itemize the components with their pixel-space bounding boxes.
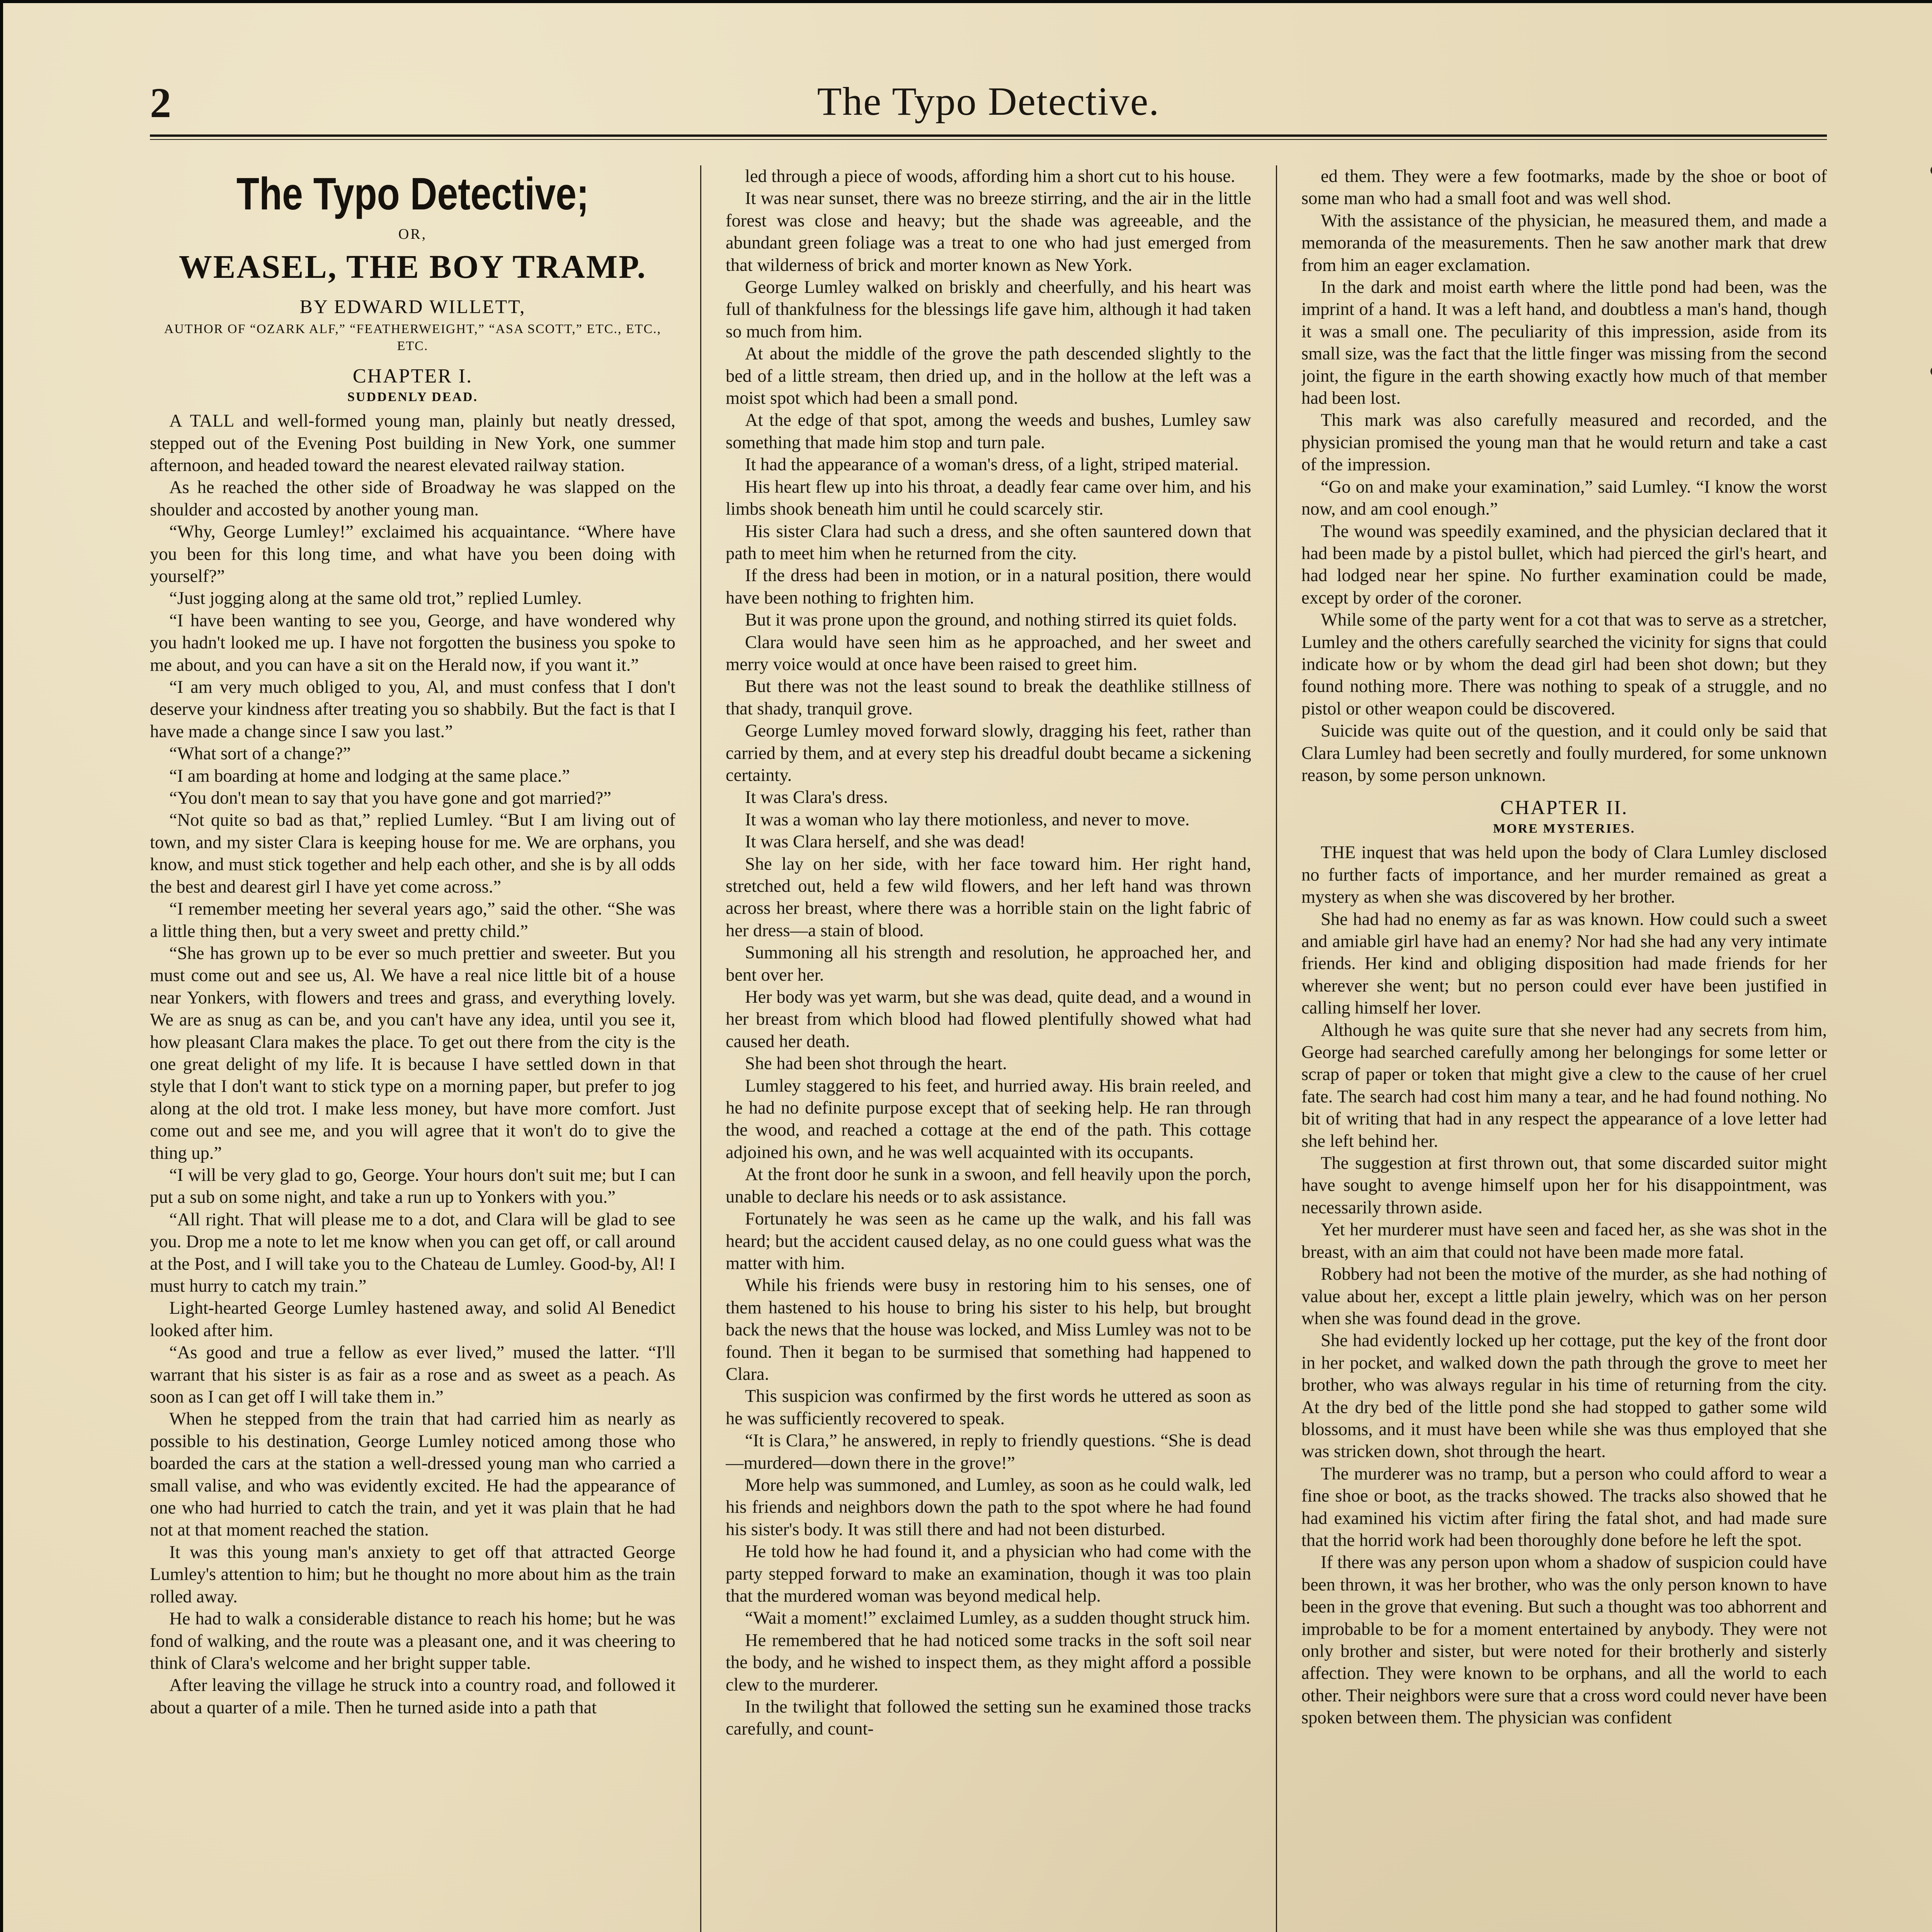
paragraph: “As good and true a fellow as ever lived,” mused the latter. “I'll warrant that his sister is as fair as a rose and as sweet as a peach. As soon as I can get off I will take them in.” [150, 1343, 675, 1407]
story-or: OR, [398, 226, 427, 242]
paragraph: It was Clara herself, and she was dead! [745, 832, 1026, 852]
paragraph: He told how he had found it, and a physician who had come with the party stepped forward to make an examination, though it was too plain that the murdered woman was beyond medical help. [726, 1542, 1251, 1606]
paragraph: If there was any person upon whom a shadow of suspicion could have been thrown, it was her brother, who was the only person known to have been in the grove that evening. But such a thought was too abhorrent and improbable to be for a moment entertained by anybody. They were not only brother and sister, but were noted for their brotherly and sisterly affection. They were known to be orphans, and all the world to each other. Their neighbors were sure that a cross word could never have been spoken between them. The physician was confident [1301, 1553, 1827, 1728]
paragraph: More help was summoned, and Lumley, as soon as he could walk, led his friends and neighbors down the path to the spot where he had found his sister's body. It was still there and had not been disturbed. [726, 1475, 1251, 1539]
newspaper-page [3, 3, 1932, 1932]
paragraph: It was this young man's anxiety to get off that attracted George Lumley's attention to him; but he thought no more about him as the train rolled away. [150, 1542, 675, 1607]
column-1 [150, 165, 675, 1932]
paragraph: The suggestion at first thrown out, that some discarded suitor might have sought to avenge himself upon her for his disappointment, was necessarily thrown aside. [1301, 1153, 1827, 1218]
paragraph: While some of the party went for a cot that was to serve as a stretcher, Lumley and the others carefully searched the vicinity for signs that could indicate how or by whom the dead girl had been shot down; but they found nothing more. There was nothing to speak of a struggle, and no pistol or other weapon could be discovered. [1301, 610, 1827, 719]
paragraph: Suicide was quite out of the question, and it could only be said that Clara Lumley had been secretly and foully murdered, for some unknown reason, by some person unknown. [1301, 721, 1827, 785]
paragraph: “I remember meeting her several years ago,” said the other. “She was a little thing then, but a very sweet and pretty child.” [150, 899, 675, 941]
paragraph: His sister Clara had such a dress, and she often sauntered down that path to meet him when he returned from the city. [726, 521, 1251, 563]
column-3-text-a [1301, 165, 1827, 786]
paragraph: The wound was speedily examined, and the physician declared that it had been made by a pistol bullet, which had pierced the girl's heart, and had lodged near her spine. No further examination could be made, except by order of the coroner. [1301, 521, 1827, 608]
paragraph: When he stepped from the train that had carried him as nearly as possible to his destination, George Lumley noticed among those who boarded the cars at the station a well-dressed young man who carried a small valise, and who was evidently excited. He had the appearance of one who had hurried to catch the train, and yet it was plain that he had not at that moment reached the station. [150, 1409, 675, 1540]
author-credits: AUTHOR OF “OZARK ALF,” “FEATHERWEIGHT,” “ASA SCOTT,” ETC., ETC., ETC. [164, 321, 662, 353]
paragraph: As he reached the other side of Broadway he was slapped on the shoulder and accosted by another young man. [150, 478, 675, 520]
paragraph: “I have been wanting to see you, George, and have wondered why you hadn't looked me up. I have not forgotten the business you spoke to me about, and you can have a sit on the Herald now, if you want it.” [150, 611, 675, 675]
paragraph: While his friends were busy in restoring him to his senses, one of them hastened to his house to bring his sister to his help, but brought back the news that the house was locked, and Miss Lumley was not to be found. Then it began to be surmised that something had happened to Clara. [726, 1276, 1251, 1384]
binding-hole [1930, 165, 1932, 175]
paragraph: Although he was quite sure that she never had any secrets from him, George had searched carefully among her belongings for some letter or scrap of paper or token that might give a clew to the cause of her cruel fate. The search had cost him many a tear, and he had found nothing. No bit of writing that had in any respect the appearance of a love letter had she left behind her. [1301, 1020, 1827, 1151]
column-3-text-b [1301, 842, 1827, 1729]
paragraph: led through a piece of woods, affording him a short cut to his house. [745, 167, 1235, 186]
paragraph: “Wait a moment!” exclaimed Lumley, as a sudden thought struck him. [745, 1608, 1250, 1628]
paragraph: A TALL and well-formed young man, plainly but neatly dressed, stepped out of the Evening Post building in New York, one summer afternoon, and headed toward the nearest elevated railway station. [150, 411, 675, 475]
paragraph: After leaving the village he struck into a country road, and followed it about a quarter of a mile. Then he turned aside into a path that [150, 1675, 675, 1718]
paragraph: If the dress had been in motion, or in a natural position, there would have been nothing to frighten him. [726, 566, 1251, 608]
paragraph: “All right. That will please me to a dot, and Clara will be glad to see you. Drop me a note to let me know when you can get off, or call around at the Post, and I will take you to the Chateau de Lumley. Good-by, Al! I must hurry to catch my train.” [150, 1209, 675, 1296]
paragraph: At about the middle of the grove the path descended slightly to the bed of a little stream, then dried up, and in the hollow at the left was a moist spot which had been a small pond. [726, 344, 1251, 408]
paragraph: George Lumley walked on briskly and cheerfully, and his heart was full of thankfulness for the blessings life gave him, although it had taken so much from him. [726, 277, 1251, 342]
column-3 [1301, 165, 1827, 1932]
paragraph: At the edge of that spot, among the weeds and bushes, Lumley saw something that made him stop and turn pale. [726, 410, 1251, 452]
column-2-text [726, 165, 1251, 1740]
paragraph: Yet her murderer must have seen and faced her, as she was shot in the breast, with an aim that could not have been made more fatal. [1301, 1220, 1827, 1262]
paragraph: “What sort of a change?” [169, 744, 351, 764]
paragraph: She had evidently locked up her cottage, put the key of the front door in her pocket, and walked down the path through the grove to meet her brother, who was always regular in his time of returning from the city. At the dry bed of the little pond she had stopped to gather some wild blossoms, and it must have been while she was thus employed that she was stricken down, shot through the heart. [1301, 1331, 1827, 1462]
paragraph: It was near sunset, there was no breeze stirring, and the air in the little forest was close and heavy; but the shade was agreeable, and the abundant green foliage was a treat to one who had just emerged from that wilderness of brick and morter known as New York. [726, 189, 1251, 275]
paragraph: She had been shot through the heart. [745, 1054, 1007, 1074]
column-divider [1276, 165, 1277, 1932]
paragraph: But it was prone upon the ground, and nothing stirred its quiet folds. [745, 610, 1237, 630]
paragraph: But there was not the least sound to break the deathlike stillness of that shady, tranquil grove. [726, 677, 1251, 719]
paragraph: In the twilight that followed the setting sun he examined those tracks carefully, and count- [726, 1697, 1251, 1739]
paragraph: This mark was also carefully measured and recorded, and the physician promised the young man that he would return and take a cast of the impression. [1301, 410, 1827, 475]
header-rule [150, 134, 1827, 140]
paragraph: “I am boarding at home and lodging at the same place.” [169, 766, 570, 786]
paragraph: It had the appearance of a woman's dress, of a light, striped material. [745, 455, 1239, 475]
paragraph: In the dark and moist earth where the little pond had been, was the imprint of a hand. It was a left hand, and doubtless a man's hand, though it was a small one. The peculiarity of this impression, aside from its small size, was the fact that the little finger was missing from the second joint, the figure in the earth showing exactly how much of that member had been lost. [1301, 277, 1827, 408]
paragraph: “I am very much obliged to you, Al, and must confess that I don't deserve your kindness after treating you so shabbily. But the fact is that I have made a change since I saw you last.” [150, 677, 675, 742]
paragraph: George Lumley moved forward slowly, dragging his feet, rather than carried by them, and at every step his dreadful doubt became a sickening certainty. [726, 721, 1251, 785]
paragraph: It was a woman who lay there motionless, and never to move. [745, 810, 1190, 830]
column-2 [726, 165, 1251, 1932]
paragraph: He remembered that he had noticed some tracks in the soft soil near the body, and he wished to inspect them, as they might afford a possible clew to the murderer. [726, 1630, 1251, 1695]
paragraph: It was Clara's dress. [745, 787, 888, 808]
paragraph: At the front door he sunk in a swoon, and fell heavily upon the porch, unable to declare his needs or to ask assistance. [726, 1165, 1251, 1207]
story-title: The Typo Detective; [236, 168, 589, 219]
column-divider [700, 165, 701, 1932]
paragraph: This suspicion was confirmed by the first words he uttered as soon as he was sufficiently recovered to speak. [726, 1386, 1251, 1429]
article-columns [150, 165, 1827, 1932]
page-header [150, 71, 1827, 140]
paragraph: “Go on and make your examination,” said Lumley. “I know the worst now, and am cool enough.” [1301, 477, 1827, 519]
paragraph: Light-hearted George Lumley hastened away, and solid Al Benedict looked after him. [150, 1298, 675, 1340]
paragraph: “Just jogging along at the same old trot,” replied Lumley. [169, 588, 582, 609]
chapter-1-heading: CHAPTER I. [352, 365, 473, 388]
paragraph: ed them. They were a few footmarks, made by the shoe or boot of some man who had a small foot and was well shod. [1301, 167, 1827, 209]
paragraph: The murderer was no tramp, but a person who could afford to wear a fine shoe or boot, as the tracks showed. The tracks also showed that he had examined his victim after firing the fatal shot, and had made sure that the horrid work had been thoroughly done before he left the spot. [1301, 1464, 1827, 1550]
byline: BY EDWARD WILLETT, [299, 295, 526, 317]
paragraph: “Not quite so bad as that,” replied Lumley. “But I am living out of town, and my sister Clara is keeping house for me. We are orphans, you know, and must stick together and help each other, and she is by all odds the best and dearest girl I have yet come across.” [150, 810, 675, 897]
paragraph: Clara would have seen him as he approached, and her sweet and merry voice would at once have been raised to greet him. [726, 632, 1251, 674]
chapter-2-heading: CHAPTER II. [1500, 797, 1628, 819]
paragraph: He had to walk a considerable distance to reach his home; but he was fond of walking, and the route was a pleasant one, and it was cheering to think of Clara's welcome and her bright supper table. [150, 1609, 675, 1673]
story-subtitle: WEASEL, THE BOY TRAMP. [179, 248, 647, 285]
chapter-2-subtitle: MORE MYSTERIES. [1493, 821, 1636, 836]
paragraph: Fortunately he was seen as he came up the walk, and his fall was heard; but the accident caused delay, as no one could guess what was the matter with him. [726, 1209, 1251, 1273]
paragraph: Her body was yet warm, but she was dead, quite dead, and a wound in her breast from which blood had flowed plentifully showed what had caused her death. [726, 987, 1251, 1051]
column-1-text [150, 410, 675, 1719]
paragraph: “Why, George Lumley!” exclaimed his acquaintance. “Where have you been for this long time, and what have you been doing with yourself?” [150, 522, 675, 587]
page-number: 2 [150, 79, 171, 126]
paragraph: “It is Clara,” he answered, in reply to friendly questions. “She is dead—murdered—down there in the grove!” [726, 1431, 1251, 1473]
binding-hole [1930, 366, 1932, 376]
paragraph: Lumley staggered to his feet, and hurried away. His brain reeled, and he had no definite purpose except that of seeking help. He ran through the wood, and reached a cottage at the end of the path. This cottage adjoined his own, and he was well acquainted with its occupants. [726, 1076, 1251, 1162]
paragraph: She lay on her side, with her face toward him. Her right hand, stretched out, held a few wild flowers, and her left hand was thrown across her breast, where there was a horrible stain on the light fabric of her dress—a stain of blood. [726, 854, 1251, 940]
paragraph: “She has grown up to be ever so much prettier and sweeter. But you must come out and see us, Al. We have a real nice little bit of a house near Yonkers, with flowers and trees and grass, and everything lovely. We are as snug as can be, and you can't have any idea, until you see it, how pleasant Clara makes the place. To get out there from the city is the one great delight of my life. It is because I have settled down in that style that I don't want to stick type on a morning paper, but prefer to jog along at the old trot. I make less money, but have more comfort. Just come out and see me, and you will agree that it won't do to give the thing up.” [150, 943, 675, 1163]
paragraph: His heart flew up into his throat, a deadly fear came over him, and his limbs shook beneath him until he could scarcely stir. [726, 477, 1251, 519]
paragraph: With the assistance of the physician, he measured them, and made a memoranda of the measurements. Then he saw another mark that drew from him an eager exclamation. [1301, 211, 1827, 275]
paragraph: She had had no enemy as far as was known. How could such a sweet and amiable girl have had an enemy? Nor had she had any very intimate friends. Her kind and obliging disposition had made friends for her wherever she went; but no person could ever have been justified in calling himself her lover. [1301, 909, 1827, 1018]
paragraph: Summoning all his strength and resolution, he approached her, and bent over her. [726, 943, 1251, 985]
paragraph: “I will be very glad to go, George. Your hours don't suit me; but I can put a sub on some night, and take a run up to Yonkers with you.” [150, 1165, 675, 1208]
paragraph: THE inquest that was held upon the body of Clara Lumley disclosed no further facts of importance, and her murder remained as great a mystery as when she was discovered by her brother. [1301, 843, 1827, 907]
paragraph: “You don't mean to say that you have gone and got married?” [169, 788, 611, 808]
chapter-1-subtitle: SUDDENLY DEAD. [347, 390, 478, 405]
paper-title: The Typo Detective. [817, 79, 1160, 124]
paragraph: Robbery had not been the motive of the murder, as she had nothing of value about her, except a little plain jewelry, which was on her person when she was found dead in the grove. [1301, 1264, 1827, 1328]
